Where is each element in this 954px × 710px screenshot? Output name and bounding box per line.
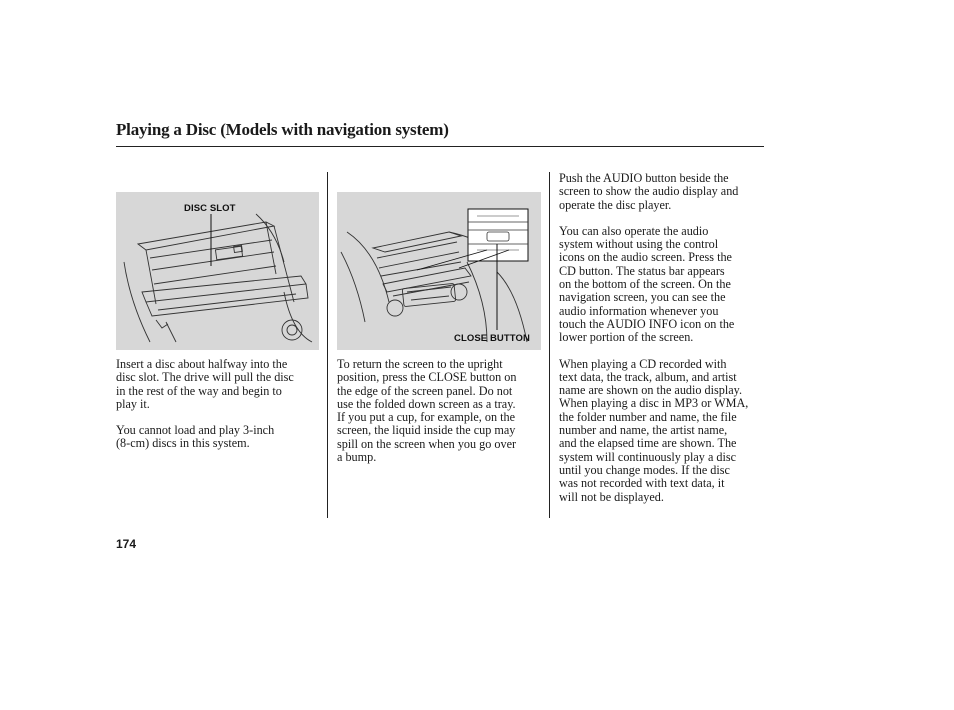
paragraph: To return the screen to the upright position, press the CLOSE button on the edge of the screen panel. Do not use the folded down screen as a tray. If you put a cup, for example, on the screen, the liquid inside the cup may spill on the screen when you go over a bump. xyxy=(337,357,517,465)
close-button-drawing xyxy=(337,192,541,350)
page-number: 174 xyxy=(116,537,137,551)
close-button-callout: CLOSE BUTTON xyxy=(454,333,530,344)
disc-slot-drawing xyxy=(116,192,319,350)
close-button-illustration xyxy=(337,192,541,350)
paragraph: You cannot load and play 3-inch (8-cm) discs in this system. xyxy=(116,423,275,451)
column-2-text xyxy=(337,358,516,464)
paragraph: Insert a disc about halfway into the disc slot. The drive will pull the disc in the rest of the way and begin to play it. xyxy=(116,357,294,411)
disc-slot-callout: DISC SLOT xyxy=(184,203,236,214)
paragraph: You can also operate the audio system without using the control icons on the audio screen. Press the CD button. The status bar appears on the bottom of the screen. On the navigation screen, you can see the audio information whenever you touch the AUDIO INFO icon on the lower portion of the screen. xyxy=(559,223,735,345)
paragraph: Push the AUDIO button beside the screen to show the audio display and operate the disc player. xyxy=(559,171,739,212)
column-1-text xyxy=(116,358,294,451)
paragraph: When playing a CD recorded with text data, the track, album, and artist name are shown on the audio display. When playing a disc in MP3 or WMA, the folder number and name, the file number and name, the artist name, and the elapsed time are shown. The system will continuously play a disc until you change modes. If the disc was not recorded with text data, it will not be displayed. xyxy=(559,356,749,504)
page-title: Playing a Disc (Models with navigation system) xyxy=(116,120,449,139)
column-3-text xyxy=(559,172,748,504)
column-divider-1 xyxy=(327,172,328,518)
column-divider-2 xyxy=(549,172,550,518)
title-rule xyxy=(116,146,764,147)
disc-slot-illustration xyxy=(116,192,319,350)
